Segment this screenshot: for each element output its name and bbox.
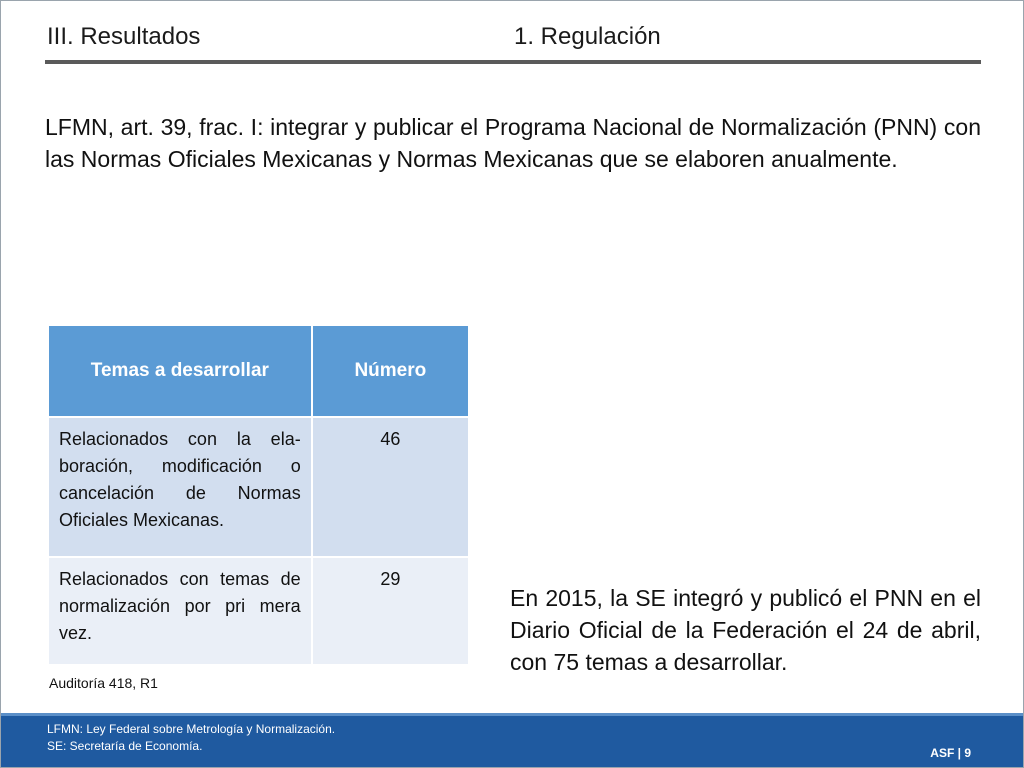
intro-paragraph: LFMN, art. 39, frac. I: integrar y publicar el Programa Nacional de Normalización (PNN) con las Normas Oficiales Mexicanas y Normas Mexicanas que se elaboren anualmente. — [45, 114, 981, 172]
table-row — [49, 418, 468, 556]
column-header-number: Número — [313, 326, 468, 416]
table-header-row — [49, 326, 468, 416]
table-cell-topic: Relacionados con la ela-boración, modificación o cancelación de Normas Oficiales Mexicanas. — [49, 418, 311, 556]
source-note: Auditoría 418, R1 — [49, 675, 158, 691]
table-cell-number: 29 — [313, 558, 468, 664]
table-cell-number: 46 — [313, 418, 468, 556]
header-divider — [45, 60, 981, 64]
subsection-title: 1. Regulación — [514, 23, 661, 50]
column-header-topics: Temas a desarrollar — [49, 326, 311, 416]
table-cell-topic: Relacionados con temas de normalización por pri mera vez. — [49, 558, 311, 664]
table-row — [49, 558, 468, 664]
page-number: ASF | 9 — [930, 746, 971, 760]
footer-note-se: SE: Secretaría de Economía. — [47, 739, 203, 753]
footer-note-lfmn: LFMN: Ley Federal sobre Metrología y Normalización. — [47, 722, 336, 736]
footer-notes — [47, 721, 335, 755]
section-title: III. Resultados — [47, 23, 201, 50]
summary-paragraph: En 2015, la SE integró y publicó el PNN en el Diario Oficial de la Federación el 24 de abril, con 75 temas a desarrollar. — [510, 585, 981, 675]
topics-table — [47, 324, 470, 666]
footer-bar — [1, 713, 1023, 768]
